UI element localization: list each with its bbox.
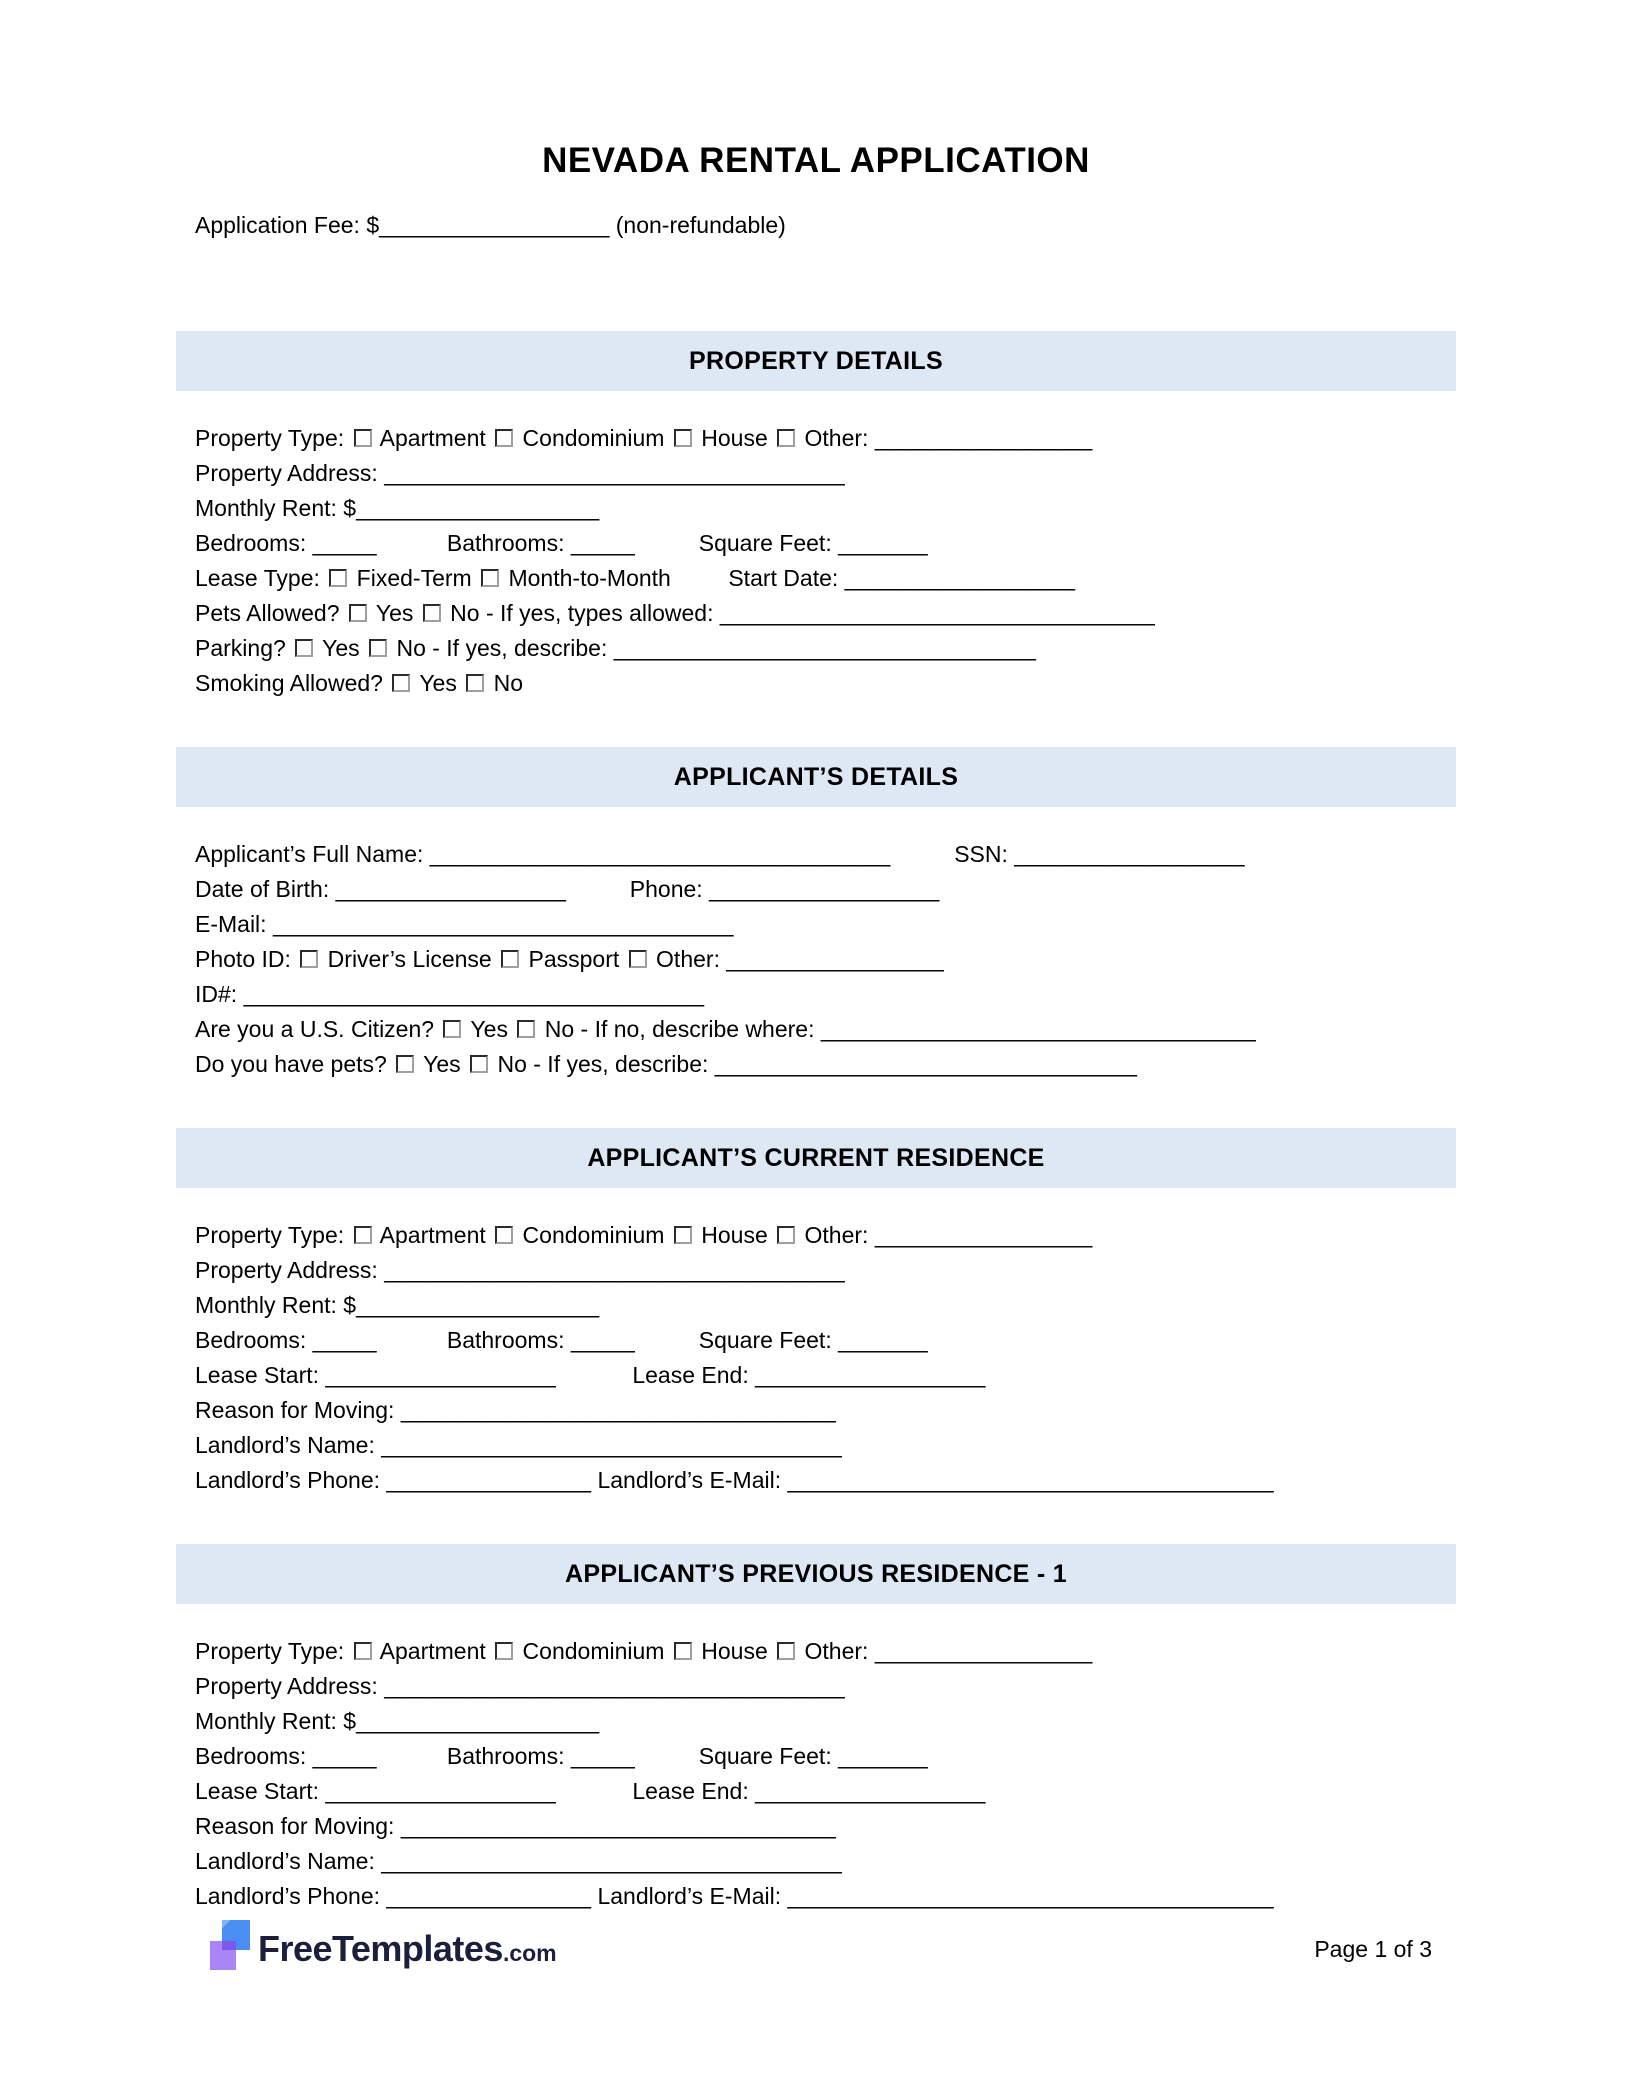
property-details-monthly-rent-blank[interactable]: ___________________ — [356, 495, 600, 521]
label-text: No - If yes, types allowed: — [443, 600, 720, 626]
brand-text — [258, 1928, 557, 1970]
form-line — [176, 1393, 1456, 1428]
section-header-property-details — [176, 331, 1456, 391]
label-text: Yes — [316, 635, 367, 661]
current-residence-landlords-phone-blank[interactable]: ________________ — [386, 1467, 592, 1493]
label-text: Application Fee: $ — [195, 212, 380, 238]
label-text: Bathrooms: — [376, 1327, 571, 1353]
label-text: No - If yes, describe: — [491, 1051, 715, 1077]
label-text: Bedrooms: — [195, 1743, 313, 1769]
property-details-property-address-blank[interactable]: ____________________________________ — [384, 460, 845, 486]
form-line — [176, 1634, 1456, 1669]
property-details-lease-type-month-to-month-checkbox[interactable] — [481, 569, 499, 587]
applicants-details-email-blank[interactable]: ____________________________________ — [272, 911, 734, 937]
current-residence-landlords-email-blank[interactable]: ______________________________________ — [787, 1467, 1274, 1493]
label-text: Yes — [369, 600, 420, 626]
form-line — [176, 491, 1456, 526]
current-residence-lease-end-blank[interactable]: __________________ — [755, 1362, 986, 1388]
label-text: Lease End: — [555, 1362, 756, 1388]
label-text: SSN: — [890, 841, 1015, 867]
form-line — [176, 1704, 1456, 1739]
brand-name: FreeTemplates — [258, 1928, 503, 1969]
applicants-details-photo-id-passport-checkbox[interactable] — [501, 950, 519, 968]
applicants-details-citizen-describe-where-blank[interactable]: __________________________________ — [820, 1016, 1256, 1042]
form-line — [176, 421, 1456, 456]
label-text: No - If no, describe where: — [538, 1016, 821, 1042]
section-header-applicants-previous-residence-1 — [176, 1544, 1456, 1604]
label-text: Property Address: — [195, 1673, 385, 1699]
label-text: Month-to-Month Start Date: — [502, 565, 845, 591]
section-body-applicants-current-residence — [176, 1218, 1456, 1498]
current-residence-property-type-apartment-checkbox[interactable] — [354, 1226, 372, 1244]
label-text: House — [694, 1222, 775, 1248]
form-line — [176, 872, 1456, 907]
form-line — [176, 907, 1456, 942]
section-applicants-details — [176, 747, 1456, 1082]
applicants-details-ssn-blank[interactable]: __________________ — [1014, 841, 1245, 867]
property-details-lease-type-fixed-term-checkbox[interactable] — [329, 569, 347, 587]
current-residence-property-type-other-checkbox[interactable] — [777, 1226, 795, 1244]
property-details-property-type-other-checkbox[interactable] — [777, 429, 795, 447]
label-text: Lease Start: — [195, 1778, 326, 1804]
previous-residence-1-property-type-house-checkbox[interactable] — [674, 1642, 692, 1660]
label-text: Bathrooms: — [376, 530, 571, 556]
label-text: Landlord’s E-Mail: — [591, 1883, 788, 1909]
label-text: Apartment — [374, 1222, 493, 1248]
section-header-applicants-current-residence — [176, 1128, 1456, 1188]
form-line — [176, 456, 1456, 491]
form-line — [176, 1463, 1456, 1498]
freetemplates-brand — [210, 1920, 557, 1978]
applicants-details-us-citizen-yes-checkbox[interactable] — [443, 1020, 461, 1038]
label-text: Lease Start: — [195, 1362, 326, 1388]
label-text: No — [487, 670, 524, 696]
current-residence-bedrooms-blank[interactable]: _____ — [312, 1327, 377, 1353]
previous-residence-1-monthly-rent-blank[interactable]: ___________________ — [356, 1708, 600, 1734]
label-text: Monthly Rent: $ — [195, 1708, 357, 1734]
label-text: Pets Allowed? — [195, 600, 346, 626]
applicants-details-id-number-blank[interactable]: ____________________________________ — [243, 981, 705, 1007]
label-text: Other: — [649, 946, 727, 972]
form-line — [176, 596, 1456, 631]
label-text: Fixed-Term — [350, 565, 479, 591]
previous-residence-1-lease-end-blank[interactable]: __________________ — [755, 1778, 986, 1804]
property-details-parking-describe-blank[interactable]: _________________________________ — [613, 635, 1036, 661]
section-header-label: APPLICANT’S DETAILS — [673, 762, 959, 791]
label-text: E-Mail: — [195, 911, 273, 937]
form-line — [176, 631, 1456, 666]
form-line — [176, 208, 1456, 243]
label-text: Landlord’s Name: — [195, 1848, 382, 1874]
applicants-details-phone-blank[interactable]: __________________ — [709, 876, 940, 902]
label-text: Reason for Moving: — [195, 1813, 401, 1839]
label-text: Bedrooms: — [195, 1327, 313, 1353]
label-text: Other: — [798, 1222, 875, 1248]
label-text: Phone: — [565, 876, 710, 902]
property-details-property-type-condominium-checkbox[interactable] — [495, 429, 513, 447]
previous-residence-1-landlords-name-blank[interactable]: ____________________________________ — [381, 1848, 842, 1874]
form-line — [176, 1669, 1456, 1704]
current-residence-landlords-name-blank[interactable]: ____________________________________ — [381, 1432, 842, 1458]
form-line — [176, 1739, 1456, 1774]
current-residence-property-type-condominium-checkbox[interactable] — [495, 1226, 513, 1244]
label-text: Parking? — [195, 635, 293, 661]
property-details-property-type-apartment-checkbox[interactable] — [354, 429, 372, 447]
applicants-details-have-pets-no-checkbox[interactable] — [470, 1055, 488, 1073]
applicants-details-photo-id-drivers-license-checkbox[interactable] — [300, 950, 318, 968]
form-line — [176, 1047, 1456, 1082]
page-indicator: Page 1 of 3 — [1314, 1935, 1432, 1962]
brand-suffix: .com — [502, 1940, 557, 1966]
section-property-details — [176, 331, 1456, 701]
form-line — [176, 1844, 1456, 1879]
label-text: Square Feet: — [634, 530, 839, 556]
section-body-applicants-previous-residence-1 — [176, 1634, 1456, 1914]
label-text: Other: — [798, 425, 875, 451]
form-line — [176, 1012, 1456, 1047]
previous-residence-1-landlords-phone-blank[interactable]: ________________ — [386, 1883, 592, 1909]
section-applicants-current-residence — [176, 1128, 1456, 1498]
property-details-pets-allowed-no-checkbox[interactable] — [423, 604, 441, 622]
current-residence-square-feet-blank[interactable]: _______ — [838, 1327, 928, 1353]
property-details-pets-types-allowed-blank[interactable]: __________________________________ — [719, 600, 1155, 626]
label-text: Yes — [417, 1051, 468, 1077]
previous-residence-1-property-type-condominium-checkbox[interactable] — [495, 1642, 513, 1660]
label-text: Apartment — [374, 1638, 493, 1664]
label-text: Condominium — [516, 1222, 671, 1248]
form-line — [176, 1218, 1456, 1253]
previous-residence-1-square-feet-blank[interactable]: _______ — [838, 1743, 928, 1769]
section-body-property-details — [176, 421, 1456, 701]
application-fee-amount-blank[interactable]: __________________ — [379, 212, 610, 238]
label-text: No - If yes, describe: — [390, 635, 614, 661]
form-line — [176, 1809, 1456, 1844]
form-line — [176, 666, 1456, 701]
label-text: Bedrooms: — [195, 530, 313, 556]
previous-residence-1-reason-for-moving-blank[interactable]: __________________________________ — [400, 1813, 836, 1839]
label-text: Property Address: — [195, 460, 385, 486]
label-text: Property Type: — [195, 1638, 351, 1664]
property-details-property-type-other-blank[interactable]: _________________ — [874, 425, 1093, 451]
property-details-bedrooms-blank[interactable]: _____ — [312, 530, 377, 556]
label-text: ID#: — [195, 981, 244, 1007]
property-details-bathrooms-blank[interactable]: _____ — [570, 530, 635, 556]
current-residence-property-type-other-blank[interactable]: _________________ — [874, 1222, 1093, 1248]
form-line — [176, 1774, 1456, 1809]
applicants-details-photo-id-other-blank[interactable]: _________________ — [726, 946, 944, 972]
label-text: Are you a U.S. Citizen? — [195, 1016, 441, 1042]
label-text: Yes — [413, 670, 464, 696]
label-text: (non-refundable) — [609, 212, 786, 238]
property-details-smoking-no-checkbox[interactable] — [466, 674, 484, 692]
previous-residence-1-property-address-blank[interactable]: ____________________________________ — [384, 1673, 845, 1699]
section-header-label: PROPERTY DETAILS — [689, 346, 943, 375]
section-header-label: APPLICANT’S PREVIOUS RESIDENCE - 1 — [565, 1559, 1067, 1588]
label-text: Property Type: — [195, 425, 351, 451]
label-text: House — [694, 425, 775, 451]
label-text: Condominium — [516, 1638, 671, 1664]
document-content — [176, 0, 1456, 1914]
form-line — [176, 837, 1456, 872]
label-text: Landlord’s Phone: — [195, 1883, 387, 1909]
label-text: Monthly Rent: $ — [195, 1292, 357, 1318]
previous-residence-1-lease-start-blank[interactable]: __________________ — [325, 1778, 556, 1804]
freetemplates-logo-icon — [210, 1920, 250, 1978]
applicants-details-full-name-blank[interactable]: ____________________________________ — [429, 841, 891, 867]
previous-residence-1-property-type-apartment-checkbox[interactable] — [354, 1642, 372, 1660]
form-line — [176, 526, 1456, 561]
section-header-label: APPLICANT’S CURRENT RESIDENCE — [587, 1143, 1045, 1172]
label-text: Square Feet: — [634, 1743, 839, 1769]
label-text: Yes — [464, 1016, 515, 1042]
label-text: Lease End: — [555, 1778, 756, 1804]
form-line — [176, 942, 1456, 977]
page-title: NEVADA RENTAL APPLICATION — [542, 141, 1090, 180]
property-details-parking-yes-checkbox[interactable] — [295, 639, 313, 657]
current-residence-reason-for-moving-blank[interactable]: __________________________________ — [400, 1397, 836, 1423]
previous-residence-1-landlords-email-blank[interactable]: ______________________________________ — [787, 1883, 1274, 1909]
label-text: Bathrooms: — [376, 1743, 571, 1769]
form-line — [176, 1879, 1456, 1914]
label-text: Lease Type: — [195, 565, 327, 591]
label-text: Monthly Rent: $ — [195, 495, 357, 521]
property-details-property-type-house-checkbox[interactable] — [674, 429, 692, 447]
current-residence-property-address-blank[interactable]: ____________________________________ — [384, 1257, 845, 1283]
form-line — [176, 561, 1456, 596]
property-details-smoking-yes-checkbox[interactable] — [392, 674, 410, 692]
applicants-details-pets-describe-blank[interactable]: _________________________________ — [714, 1051, 1137, 1077]
form-line — [176, 1428, 1456, 1463]
form-line — [176, 1288, 1456, 1323]
current-residence-bathrooms-blank[interactable]: _____ — [570, 1327, 635, 1353]
label-text: Date of Birth: — [195, 876, 336, 902]
section-body-applicants-details — [176, 837, 1456, 1082]
application-fee-line — [176, 208, 1456, 243]
form-line — [176, 1358, 1456, 1393]
label-text: Landlord’s Phone: — [195, 1467, 387, 1493]
current-residence-monthly-rent-blank[interactable]: ___________________ — [356, 1292, 600, 1318]
page-footer — [210, 1920, 1432, 1978]
label-text: Smoking Allowed? — [195, 670, 390, 696]
section-header-applicants-details — [176, 747, 1456, 807]
label-text: House — [694, 1638, 775, 1664]
current-residence-property-type-house-checkbox[interactable] — [674, 1226, 692, 1244]
section-applicants-previous-residence-1 — [176, 1544, 1456, 1914]
form-line — [176, 977, 1456, 1012]
label-text: Apartment — [374, 425, 493, 451]
label-text: Do you have pets? — [195, 1051, 394, 1077]
label-text: Photo ID: — [195, 946, 298, 972]
property-details-pets-allowed-yes-checkbox[interactable] — [349, 604, 367, 622]
applicants-details-us-citizen-no-checkbox[interactable] — [517, 1020, 535, 1038]
form-line — [176, 1253, 1456, 1288]
form-line — [176, 1323, 1456, 1358]
property-details-square-feet-blank[interactable]: _______ — [838, 530, 928, 556]
previous-residence-1-property-type-other-checkbox[interactable] — [777, 1642, 795, 1660]
applicants-details-have-pets-yes-checkbox[interactable] — [396, 1055, 414, 1073]
previous-residence-1-property-type-other-blank[interactable]: _________________ — [874, 1638, 1093, 1664]
label-text: Reason for Moving: — [195, 1397, 401, 1423]
property-details-parking-no-checkbox[interactable] — [369, 639, 387, 657]
previous-residence-1-bathrooms-blank[interactable]: _____ — [570, 1743, 635, 1769]
label-text: Condominium — [516, 425, 671, 451]
label-text: Driver’s License — [321, 946, 499, 972]
label-text: Landlord’s E-Mail: — [591, 1467, 788, 1493]
label-text: Square Feet: — [634, 1327, 839, 1353]
label-text: Property Address: — [195, 1257, 385, 1283]
label-text: Passport — [522, 946, 626, 972]
applicants-details-date-of-birth-blank[interactable]: __________________ — [335, 876, 566, 902]
label-text: Property Type: — [195, 1222, 351, 1248]
previous-residence-1-bedrooms-blank[interactable]: _____ — [312, 1743, 377, 1769]
label-text: Other: — [798, 1638, 875, 1664]
current-residence-lease-start-blank[interactable]: __________________ — [325, 1362, 556, 1388]
label-text: Landlord’s Name: — [195, 1432, 382, 1458]
applicants-details-photo-id-other-checkbox[interactable] — [629, 950, 647, 968]
property-details-start-date-blank[interactable]: __________________ — [844, 565, 1075, 591]
label-text: Applicant’s Full Name: — [195, 841, 430, 867]
